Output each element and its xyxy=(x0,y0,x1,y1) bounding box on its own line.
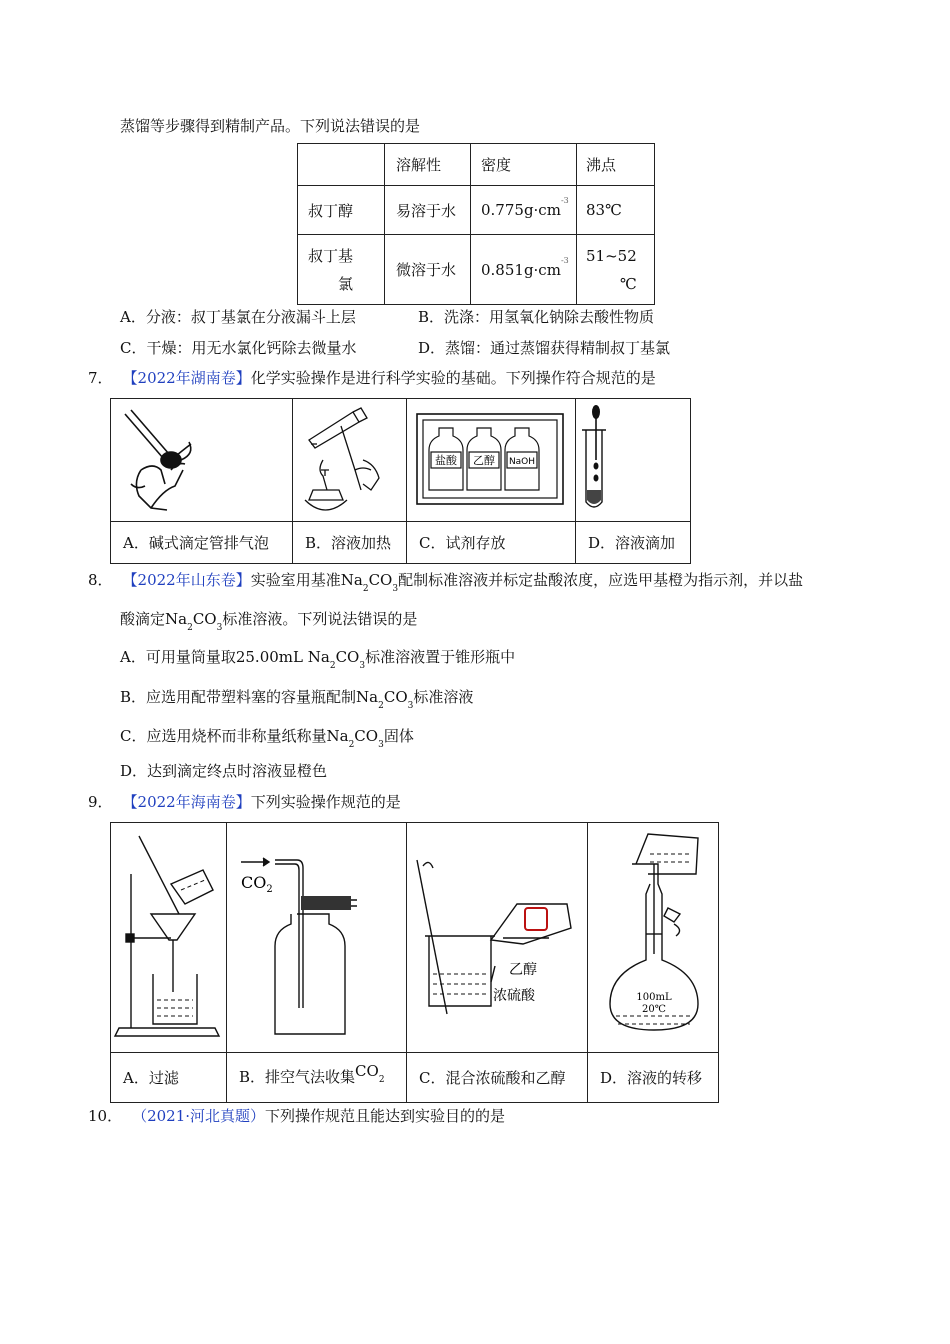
bottle-label-hcl: 盐酸 xyxy=(435,453,457,467)
q7-figure-d xyxy=(576,399,691,522)
table-cell-name: 叔丁基 氯 xyxy=(298,235,385,305)
chem-formula: $Na_2CO_3$ xyxy=(340,571,399,594)
q7-caption-b: B．溶液加热 xyxy=(293,522,407,564)
table-cell-solubility: 微溶于水 xyxy=(385,235,471,305)
q8-stem-line2: 酸滴定$Na_2CO_3$标准溶液。下列说法错误的是 xyxy=(120,610,418,633)
table-header-empty xyxy=(298,144,385,186)
q8-option-b: B．应选用配带塑料塞的容量瓶配制$Na_2CO_3$标准溶液 xyxy=(120,688,474,711)
q9-caption-c: C．混合浓硫酸和乙醇 xyxy=(407,1053,588,1103)
q8-option-a: A．可用量筒量取25.00mL $Na_2CO_3$标准溶液置于锥形瓶中 xyxy=(120,648,516,671)
q8-option-c: C．应选用烧杯而非称量纸称量$Na_2CO_3$固体 xyxy=(120,727,414,750)
table-cell-density: $0.851g\cdot cm^{-3}$ xyxy=(471,235,577,305)
chem-formula: $Na_2CO_3$ xyxy=(165,610,223,633)
table-cell-solubility: 易溶于水 xyxy=(385,186,471,235)
bottle-label-ethanol: 乙醇 xyxy=(473,453,495,467)
q9-stem: 9． 【2022年海南卷】下列实验操作规范的是 xyxy=(88,793,401,811)
q6-option-d: D．蒸馏：通过蒸馏获得精制叔丁基氯 xyxy=(418,339,671,357)
q9-figure-b xyxy=(227,823,407,1053)
table-cell-name: 叔丁醇 xyxy=(298,186,385,235)
properties-table xyxy=(297,143,655,305)
table-cell-bp: 51~52 ℃ xyxy=(577,235,655,305)
table-cell-density: $0.775g\cdot cm^{-3}$ xyxy=(471,186,577,235)
intro-line: 蒸馏等步骤得到精制产品。下列说法错误的是 xyxy=(120,117,421,135)
q7-caption-d: D．溶液滴加 xyxy=(576,522,691,564)
q8-option-d: D．达到滴定终点时溶液显橙色 xyxy=(120,762,328,780)
table-header-bp: 沸点 xyxy=(577,144,655,186)
q9-figure-c xyxy=(407,823,588,1053)
q9-caption-b: B．排空气法收集$CO_2$ xyxy=(227,1053,407,1103)
q7-stem: 7． 【2022年湖南卷】化学实验操作是进行科学实验的基础。下列操作符合规范的是 xyxy=(88,369,656,387)
q8-stem-line1: 8． 【2022年山东卷】实验室用基准$Na_2CO_3$配制标准溶液并标定盐酸浓度，应选甲基橙为指示剂，并以盐 xyxy=(88,571,804,594)
q9-figure-a xyxy=(111,823,227,1053)
table-cell-bp: 83℃ xyxy=(577,186,655,235)
q8-source: 【2022年山东卷】 xyxy=(122,571,251,589)
q9-source: 【2022年海南卷】 xyxy=(122,793,251,811)
label-acid: 浓硫酸 xyxy=(493,987,535,1004)
q10-stem: 10． （2021·河北真题）下列操作规范且能达到实验目的的是 xyxy=(88,1107,506,1125)
q6-option-b: B．洗涤：用氢氧化钠除去酸性物质 xyxy=(418,308,655,326)
q9-figure-table xyxy=(110,822,719,1103)
q7-caption-a: A．碱式滴定管排气泡 xyxy=(111,522,293,564)
q9-caption-d: D．溶液的转移 xyxy=(588,1053,719,1103)
chem-formula: $Na_2CO_3$ xyxy=(326,727,384,750)
q6-option-c: C．干燥：用无水氯化钙除去微量水 xyxy=(120,339,357,357)
q7-figure-c xyxy=(407,399,576,522)
table-row xyxy=(298,235,655,305)
flask-label-temp: 20℃ xyxy=(642,1003,666,1015)
table-header-solubility: 溶解性 xyxy=(385,144,471,186)
q7-figure-a xyxy=(111,399,293,522)
q7-figure-b xyxy=(293,399,407,522)
flask-label-volume: 100mL xyxy=(636,991,672,1003)
label-ethanol: 乙醇 xyxy=(509,961,537,978)
co2-label: $CO_2$ xyxy=(241,872,273,895)
q6-option-a: A．分液：叔丁基氯在分液漏斗上层 xyxy=(120,308,356,326)
q9-figure-d xyxy=(588,823,719,1053)
chem-formula: $Na_2CO_3$ xyxy=(356,688,414,711)
q7-figure-table xyxy=(110,398,691,564)
chem-formula: $Na_2CO_3$ xyxy=(307,648,366,671)
q7-caption-c: C．试剂存放 xyxy=(407,522,576,564)
q10-source: （2021·河北真题） xyxy=(132,1107,266,1125)
q9-caption-a: A．过滤 xyxy=(111,1053,227,1103)
table-header-density: 密度 xyxy=(471,144,577,186)
q7-source: 【2022年湖南卷】 xyxy=(122,369,251,387)
table-row xyxy=(298,186,655,235)
bottle-label-naoh: NaOH xyxy=(508,456,536,467)
